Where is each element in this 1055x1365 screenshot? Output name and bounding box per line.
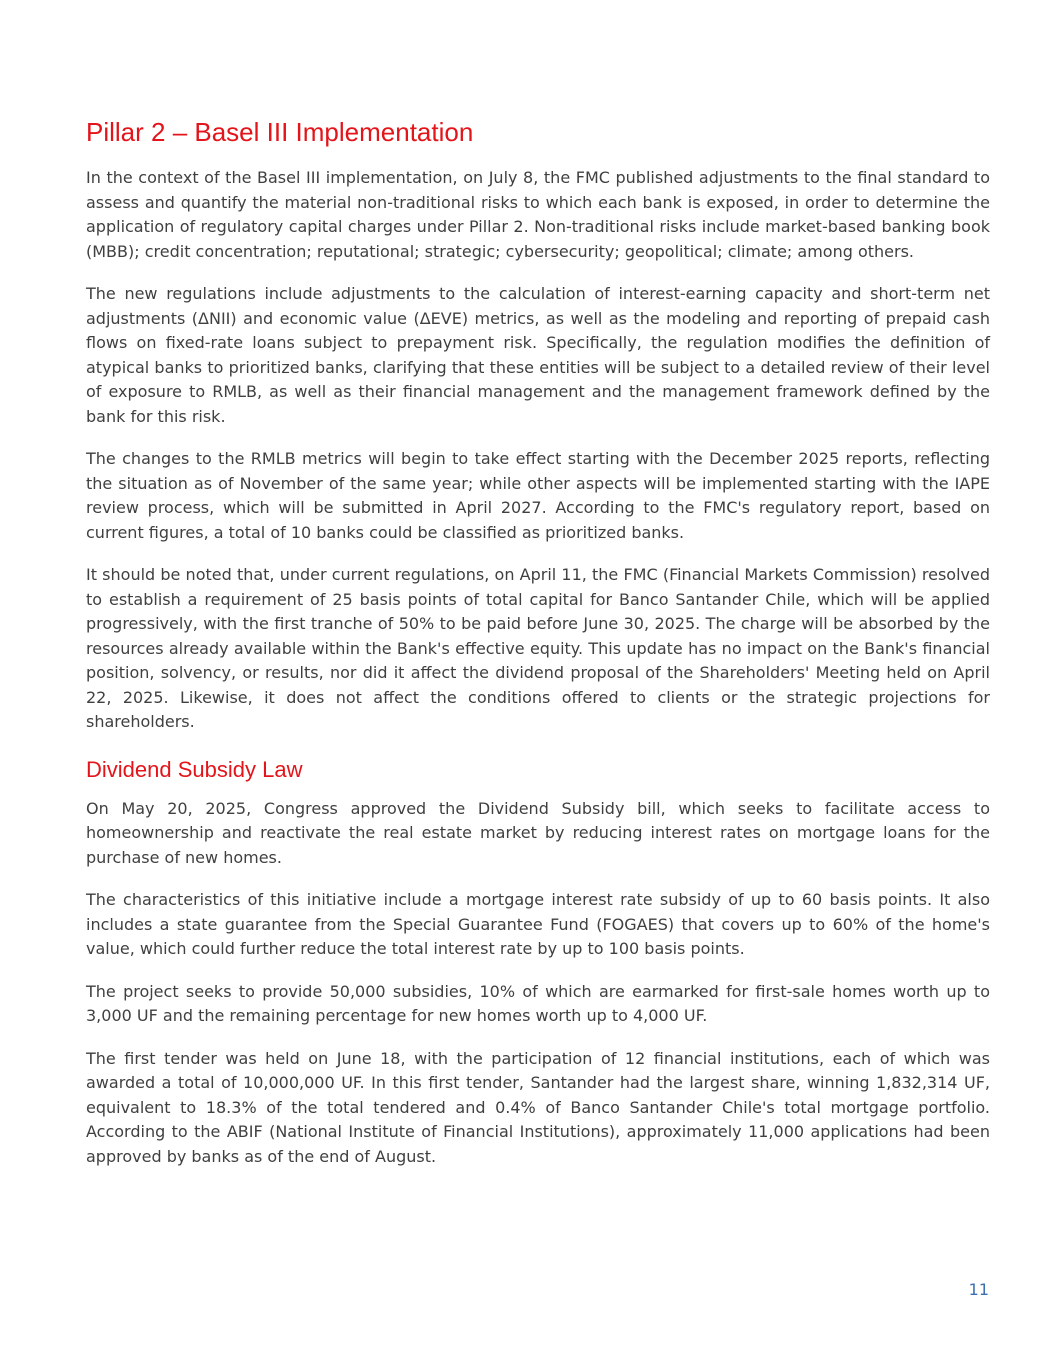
paragraph: The first tender was held on June 18, with the participation of 12 financial institutions, each of which was awarded a total of 10,000,000 UF. In this first tender, Santander had the largest share, winning 1,832,314 UF, equivalent to 18.3% of the total tendered and 0.4% of Banco Santander Chile's total mortgage portfolio. According to the ABIF (National Institute of Financial Institutions), approximately 11,000 applications had been approved by banks as of the end of August. (86, 1048, 990, 1166)
document-page (86, 112, 990, 1187)
page-number: 11 (968, 1280, 989, 1299)
paragraph: The characteristics of this initiative include a mortgage interest rate subsidy of up to 60 basis points. It also includes a state guarantee from the Special Guarantee Fund (FOGAES) that covers up to 60% of the home's value, which could further reduce the total interest rate by up to 100 basis points. (86, 890, 990, 958)
paragraph: It should be noted that, under current regulations, on April 11, the FMC (Financial Markets Commission) resolved to establish a requirement of 25 basis points of total capital for Banco Santander Chile, which will be applied progressively, with the first tranche of 50% to be paid before June 30, 2025. The charge will be absorbed by the resources already available within the Bank's effective equity. This update has no impact on the Bank's financial position, solvency, or results, nor did it affect the dividend proposal of the Shareholders' Meeting held on April 22, 2025. Likewise, it does not affect the conditions offered to clients or the strategic projections for shareholders. (86, 565, 990, 731)
paragraph: The new regulations include adjustments to the calculation of interest-earning capacity and short-term net adjustments (ΔNII) and economic value (ΔEVE) metrics, as well as the modeling and reporting of prepaid cash flows on fixed-rate loans subject to prepayment risk. Specifically, the regulation modifies the definition of atypical banks to prioritized banks, clarifying that these entities will be subject to a detailed review of their level of exposure to RMLB, as well as their financial management and the management framework defined by the bank for this risk. (86, 284, 990, 426)
paragraph: In the context of the Basel III implementation, on July 8, the FMC published adjustments to the final standard to assess and quantify the material non-traditional risks to which each bank is exposed, in order to determine the application of regulatory capital charges under Pillar 2. Non-traditional risks include market-based banking book (MBB); credit concentration; reputational; strategic; cybersecurity; geopolitical; climate; among others. (86, 168, 990, 261)
paragraph: On May 20, 2025, Congress approved the Dividend Subsidy bill, which seeks to facilitate access to homeownership and reactivate the real estate market by reducing interest rates on mortgage loans for the purchase of new homes. (86, 798, 990, 867)
section-title-pillar-2: Pillar 2 – Basel III Implementation (86, 117, 474, 147)
paragraph: The project seeks to provide 50,000 subsidies, 10% of which are earmarked for first-sale homes worth up to 3,000 UF and the remaining percentage for new homes worth up to 4,000 UF. (86, 981, 990, 1025)
section-title-dividend-subsidy-law: Dividend Subsidy Law (86, 756, 303, 782)
paragraph: The changes to the RMLB metrics will begin to take effect starting with the December 2025 reports, reflecting the situation as of November of the same year; while other aspects will be implemented starting with the IAPE review process, which will be submitted in April 2027. According to the FMC's regulatory report, based on current figures, a total of 10 banks could be classified as prioritized banks. (86, 449, 990, 542)
